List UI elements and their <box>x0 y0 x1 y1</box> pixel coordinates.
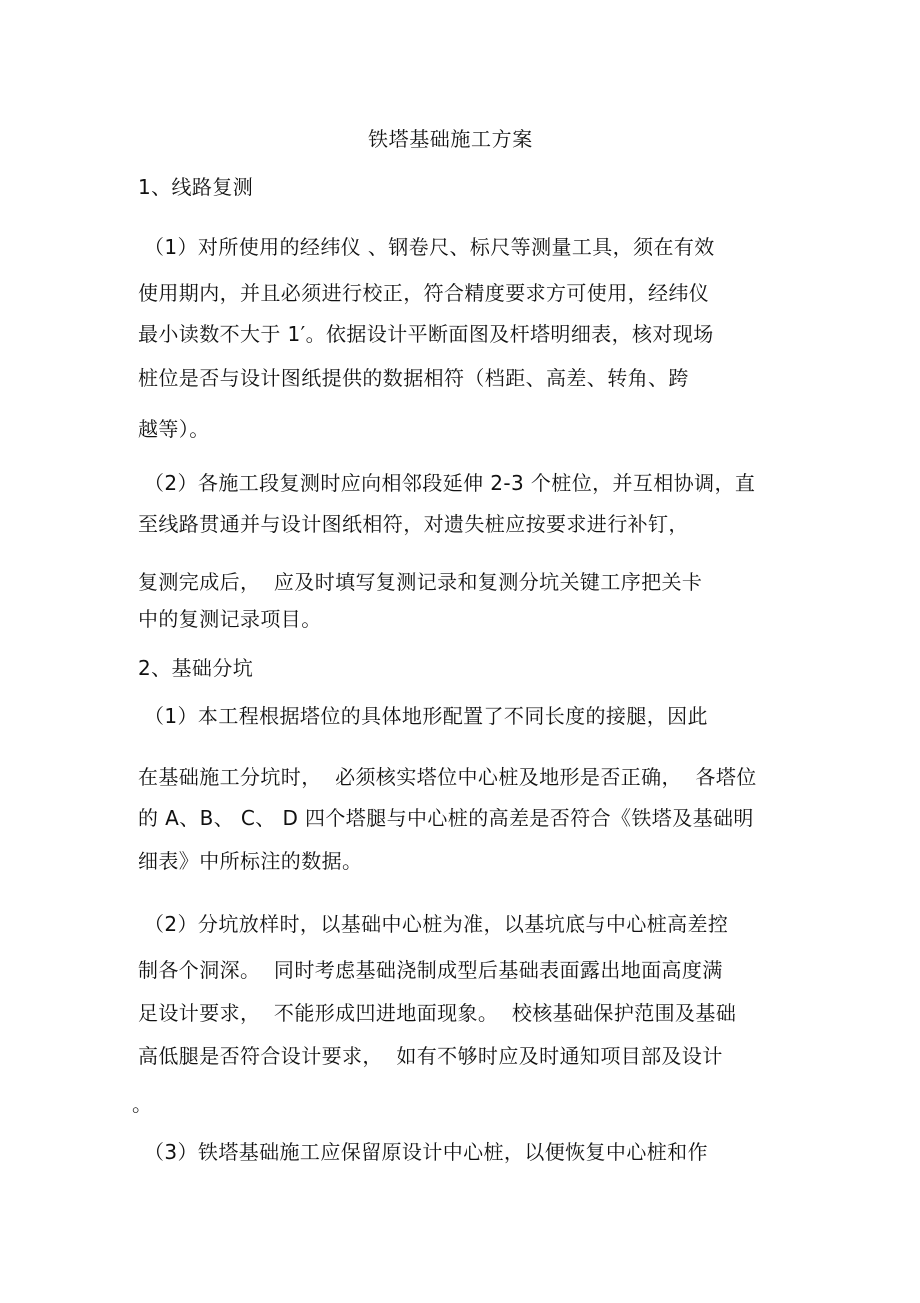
paragraph-line: 使用期内，并且必须进行校正，符合精度要求方可使用，经纬仪 <box>138 281 710 305</box>
section-heading-foundation-staking: 2、基础分坑 <box>138 656 254 680</box>
paragraph-line: 越等）。 <box>138 417 210 441</box>
paragraph-line: （2）各施工段复测时应向相邻段延伸 2-3 个桩位，并互相协调，直 <box>144 471 756 495</box>
paragraph-line: （1）本工程根据塔位的具体地形配置了不同长度的接腿，因此 <box>144 704 708 728</box>
paragraph-line: 的 A、B、 C、 D 四个塔腿与中心桩的高差是否符合《铁塔及基础明 <box>138 806 754 830</box>
document-title: 铁塔基础施工方案 <box>368 127 533 151</box>
paragraph-line: （2）分坑放样时，以基础中心桩为准，以基坑底与中心桩高差控 <box>144 912 729 936</box>
paragraph-line: 高低腿是否符合设计要求， 如有不够时应及时通知项目部及设计 <box>138 1044 723 1068</box>
paragraph-line: 。 <box>132 1092 153 1116</box>
paragraph-line: 中的复测记录项目。 <box>138 607 322 631</box>
paragraph-line: 最小读数不大于 1′。依据设计平断面图及杆塔明细表，核对现场 <box>138 322 714 346</box>
paragraph-line: （3）铁塔基础施工应保留原设计中心桩，以便恢复中心桩和作 <box>144 1140 708 1164</box>
paragraph-line: 桩位是否与设计图纸提供的数据相符（档距、高差、转角、跨 <box>138 366 689 390</box>
paragraph-line: （1）对所使用的经纬仪 、钢卷尺、标尺等测量工具，须在有效 <box>144 235 715 259</box>
paragraph-line: 足设计要求， 不能形成凹进地面现象。 校核基础保护范围及基础 <box>138 1001 737 1025</box>
paragraph-line: 在基础施工分坑时， 必须核实塔位中心桩及地形是否正确， 各塔位 <box>138 765 757 789</box>
paragraph-line: 制各个洞深。 同时考虑基础浇制成型后基础表面露出地面高度满 <box>138 958 723 982</box>
paragraph-line: 复测完成后， 应及时填写复测记录和复测分坑关键工序把关卡 <box>138 570 703 594</box>
section-heading-line-survey: 1、线路复测 <box>138 175 254 199</box>
paragraph-line: 至线路贯通并与设计图纸相符，对遗失桩应按要求进行补钉， <box>138 512 689 536</box>
paragraph-line: 细表》中所标注的数据。 <box>138 849 363 873</box>
